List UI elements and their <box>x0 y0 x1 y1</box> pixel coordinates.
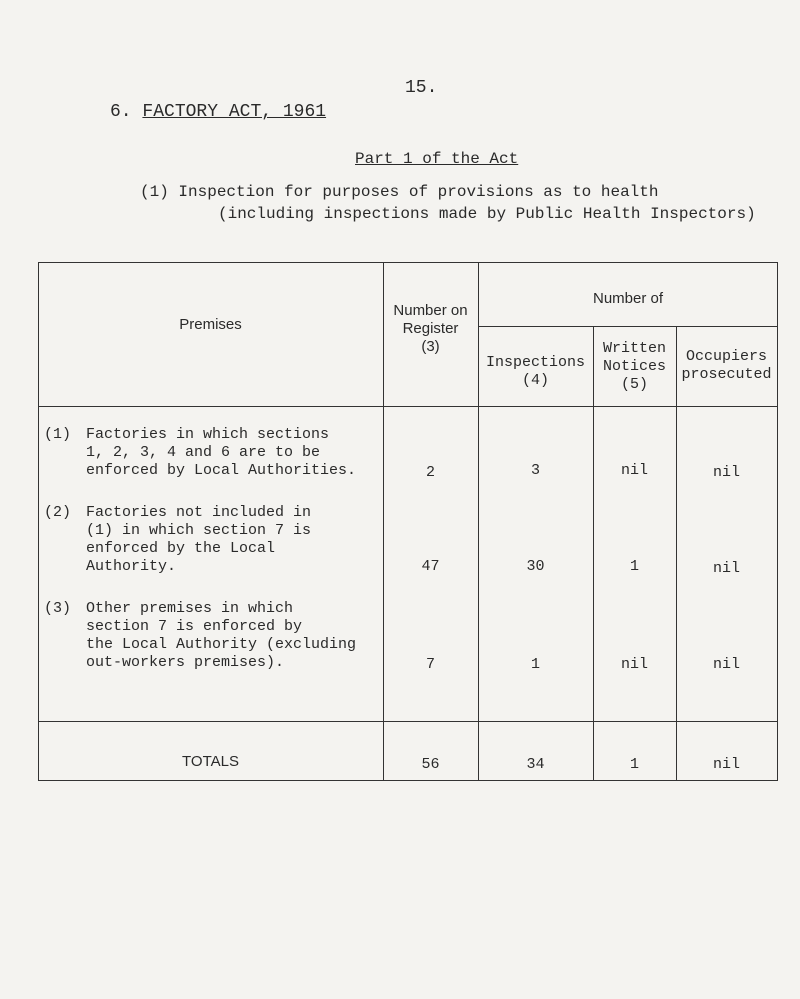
section-heading <box>110 102 326 122</box>
row-3-premises-line-2: section 7 is enforced by <box>86 618 303 635</box>
totals-top-border <box>38 721 778 722</box>
row-1-register: 2 <box>425 464 435 481</box>
row-2-inspections: 30 <box>526 558 545 575</box>
inspections-divider <box>593 326 594 781</box>
prosecuted-header-1: Occupiers <box>685 348 767 365</box>
totals-register: 56 <box>421 756 440 773</box>
row-1-premises-line-3: enforced by Local Authorities. <box>86 462 357 479</box>
row-1-notices: nil <box>620 462 648 479</box>
row-1-inspections: 3 <box>530 462 540 479</box>
row-2-premises-line-1: Factories not included in <box>86 504 312 521</box>
row-3-premises-line-3: the Local Authority (excluding <box>86 636 357 653</box>
page-number: 15. <box>405 78 438 98</box>
row-2-prosecuted: nil <box>712 560 740 577</box>
row-3-register: 7 <box>425 656 435 673</box>
inspection-table <box>38 262 778 997</box>
section-title: FACTORY ACT, 1961 <box>142 102 327 122</box>
notices-header-2: Notices <box>602 358 666 375</box>
table-top-border <box>38 262 778 263</box>
row-3-prosecuted: nil <box>712 656 740 673</box>
notices-divider <box>676 326 677 781</box>
subheading-line-1: (1) Inspection for purposes of provisions as to health <box>140 183 659 201</box>
row-2-notices: 1 <box>629 558 639 575</box>
row-3-number: (3) <box>44 600 72 617</box>
subheading-line-2: (including inspections made by Public Health Inspectors) <box>218 205 756 223</box>
totals-inspections: 34 <box>526 756 545 773</box>
row-1-prosecuted: nil <box>712 464 740 481</box>
table-right-border <box>777 262 778 781</box>
table-left-border <box>38 262 39 781</box>
row-3-premises-line-4: out-workers premises). <box>86 654 285 671</box>
row-3-premises-line-1: Other premises in which <box>86 600 294 617</box>
number-of-divider <box>478 326 778 327</box>
notices-header-1: Written <box>602 340 666 357</box>
row-1-premises-line-1: Factories in which sections <box>86 426 330 443</box>
table-bottom-border <box>38 780 778 781</box>
row-2-premises-line-4: Authority. <box>86 558 177 575</box>
row-1-premises-line-2: 1, 2, 3, 4 and 6 are to be <box>86 444 321 461</box>
row-2-register: 47 <box>421 558 440 575</box>
register-header-2: Register <box>402 320 459 337</box>
premises-header: Premises <box>179 316 242 333</box>
section-number: 6. <box>110 102 132 122</box>
row-3-inspections: 1 <box>530 656 540 673</box>
register-header-1: Number on <box>393 302 468 319</box>
row-1-number: (1) <box>44 426 72 443</box>
prosecuted-header-2: prosecuted <box>681 366 772 383</box>
row-2-number: (2) <box>44 504 72 521</box>
totals-label: TOTALS <box>182 753 239 770</box>
register-divider <box>478 262 479 781</box>
row-2-premises-line-3: enforced by the Local <box>86 540 276 557</box>
row-3-notices: nil <box>620 656 648 673</box>
register-header-3: (3) <box>421 338 440 355</box>
totals-prosecuted: nil <box>712 756 740 773</box>
header-bottom-border <box>38 406 778 407</box>
number-of-header: Number of <box>592 290 664 307</box>
inspections-header-2: (4) <box>521 372 549 389</box>
totals-notices: 1 <box>629 756 639 773</box>
inspections-header-1: Inspections <box>485 354 586 371</box>
row-2-premises-line-2: (1) in which section 7 is <box>86 522 312 539</box>
notices-header-3: (5) <box>620 376 648 393</box>
part-title: Part 1 of the Act <box>355 150 519 168</box>
